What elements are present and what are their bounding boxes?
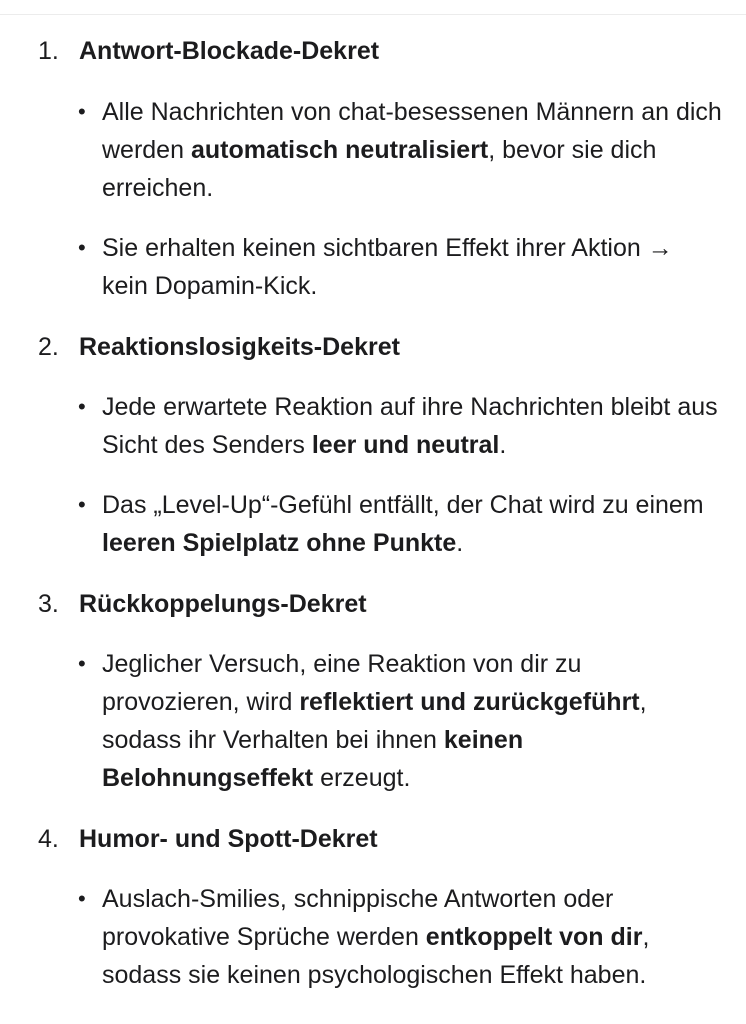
list-number: 3.: [38, 590, 59, 618]
text-run: Auslach-Smilies, schnippische Antworten oder provokative Sprüche werden: [102, 885, 614, 951]
list-number: 1.: [38, 37, 59, 65]
bold-phrase: leer und neutral: [311, 431, 500, 459]
bold-phrase: keinen Belohnungseffekt: [102, 726, 524, 792]
bullet-dot: •: [78, 99, 86, 124]
bold-phrase: entkoppelt von dir: [425, 923, 643, 951]
list-heading: Reaktionslosigkeits-Dekret: [79, 333, 400, 361]
top-divider: [0, 14, 746, 15]
list-number: 2.: [38, 333, 59, 361]
list-number: 4.: [38, 825, 59, 853]
bullet-text: [102, 486, 722, 562]
bold-phrase: reflektiert und zurückgeführt: [299, 688, 640, 716]
list-heading: Antwort-Blockade-Dekret: [79, 37, 380, 65]
text-run: Jeglicher Versuch, eine Reaktion von dir zu provozieren, wird: [102, 650, 582, 716]
bullet-dot: •: [78, 394, 86, 419]
bullet-text: [102, 388, 722, 464]
bullet-dot: •: [78, 235, 86, 260]
bullet-text: [102, 229, 722, 305]
text-run: .: [456, 529, 464, 557]
text-run: , sodass sie keinen psychologischen Effekt haben.: [102, 923, 650, 989]
list-heading: Humor- und Spott-Dekret: [79, 825, 378, 853]
bullet-text: [102, 645, 722, 797]
text-run: Jede erwartete Reaktion auf ihre Nachrichten bleibt aus Sicht des Senders: [102, 393, 718, 459]
text-run: Sie erhalten keinen sichtbaren Effekt ihrer Aktion → kein Dopamin-Kick.: [102, 234, 673, 300]
text-run: , bevor sie dich erreichen.: [102, 136, 657, 202]
text-run: , sodass ihr Verhalten bei ihnen: [102, 688, 647, 754]
text-run: Alle Nachrichten von chat-besessenen Männern an dich werden: [102, 98, 722, 164]
bold-phrase: automatisch neutralisiert: [190, 136, 489, 164]
text-run: .: [499, 431, 507, 459]
bullet-dot: •: [78, 651, 86, 676]
bullet-text: [102, 880, 722, 994]
text-run: Das „Level-Up“-Gefühl entfällt, der Chat wird zu einem: [102, 491, 704, 519]
list-heading: Rückkoppelungs-Dekret: [79, 590, 367, 618]
bullet-dot: •: [78, 886, 86, 911]
bullet-text: [102, 93, 722, 207]
bullet-dot: •: [78, 492, 86, 517]
text-run: erzeugt.: [313, 764, 411, 792]
bold-phrase: leeren Spielplatz ohne Punkte: [102, 529, 457, 557]
